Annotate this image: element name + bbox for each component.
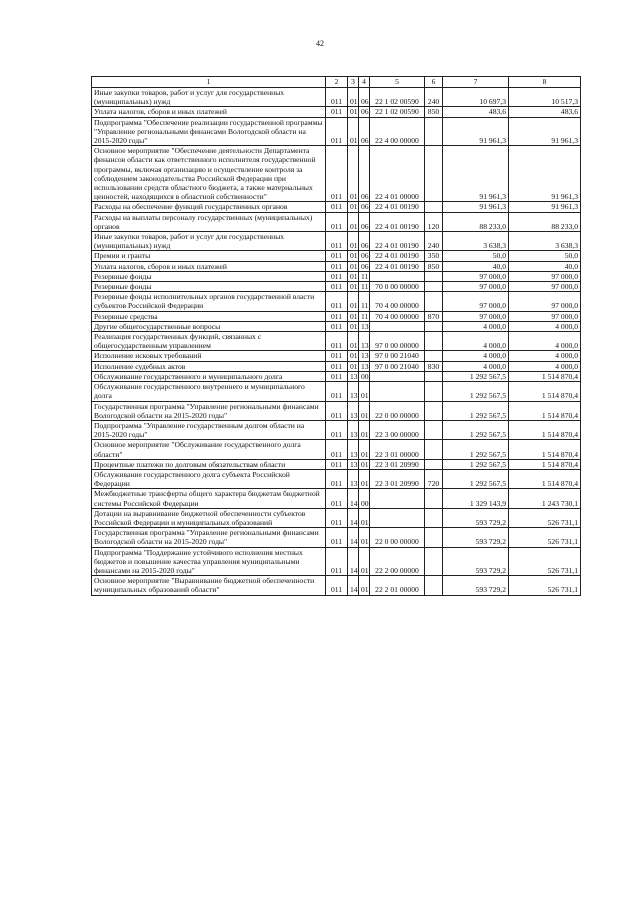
row-expense-type-cell bbox=[425, 202, 443, 212]
row-code-cell: 011 bbox=[326, 547, 348, 576]
row-amount-2016-cell: 97 000,0 bbox=[443, 311, 509, 321]
table-row bbox=[92, 489, 581, 508]
header-cell-8: 8 bbox=[509, 77, 581, 88]
row-name-cell: Процентные платежи по долговым обязательствам области bbox=[92, 459, 326, 469]
row-amount-2016-cell: 4 000,0 bbox=[443, 321, 509, 331]
row-amount-2016-cell: 593 729,2 bbox=[443, 528, 509, 547]
row-amount-2016-cell: 97 000,0 bbox=[443, 282, 509, 292]
row-subsection-cell: 06 bbox=[359, 251, 370, 261]
row-section-cell: 01 bbox=[348, 282, 359, 292]
row-amount-2016-cell: 91 961,3 bbox=[443, 202, 509, 212]
row-amount-2016-cell: 88 233,0 bbox=[443, 212, 509, 231]
row-section-cell: 01 bbox=[348, 261, 359, 271]
row-name-cell: Подпрограмма "Управление государственным долгом области на 2015-2020 годы" bbox=[92, 420, 326, 439]
row-section-cell: 01 bbox=[348, 107, 359, 117]
row-target-article-cell bbox=[370, 321, 425, 331]
row-code-cell: 011 bbox=[326, 528, 348, 547]
row-section-cell: 01 bbox=[348, 271, 359, 281]
table-row bbox=[92, 321, 581, 331]
row-amount-2017-cell: 40,0 bbox=[509, 261, 581, 271]
row-amount-2017-cell: 526 731,1 bbox=[509, 547, 581, 576]
row-code-cell: 011 bbox=[326, 117, 348, 146]
row-code-cell: 011 bbox=[326, 459, 348, 469]
row-amount-2017-cell: 88 233,0 bbox=[509, 212, 581, 231]
row-section-cell: 14 bbox=[348, 508, 359, 527]
row-target-article-cell: 22 4 01 00190 bbox=[370, 202, 425, 212]
row-amount-2016-cell: 4 000,0 bbox=[443, 332, 509, 351]
row-name-cell: Исполнение исковых требований bbox=[92, 351, 326, 361]
row-code-cell: 011 bbox=[326, 261, 348, 271]
table-row bbox=[92, 282, 581, 292]
row-expense-type-cell: 850 bbox=[425, 261, 443, 271]
row-amount-2017-cell: 1 514 870,4 bbox=[509, 401, 581, 420]
row-expense-type-cell bbox=[425, 382, 443, 401]
row-amount-2017-cell: 97 000,0 bbox=[509, 311, 581, 321]
row-name-cell: Уплата налогов, сборов и иных платежей bbox=[92, 107, 326, 117]
row-name-cell: Резервные средства bbox=[92, 311, 326, 321]
row-amount-2017-cell: 526 731,1 bbox=[509, 576, 581, 595]
table-row bbox=[92, 528, 581, 547]
row-name-cell: Обслуживание государственного долга субъекта Российской Федерации bbox=[92, 469, 326, 488]
row-target-article-cell bbox=[370, 508, 425, 527]
row-section-cell: 13 bbox=[348, 469, 359, 488]
row-code-cell: 011 bbox=[326, 88, 348, 107]
row-code-cell: 011 bbox=[326, 351, 348, 361]
row-amount-2017-cell: 97 000,0 bbox=[509, 271, 581, 281]
row-subsection-cell: 01 bbox=[359, 547, 370, 576]
row-name-cell: Иные закупки товаров, работ и услуг для государственных (муниципальных) нужд bbox=[92, 232, 326, 251]
row-code-cell: 011 bbox=[326, 271, 348, 281]
row-expense-type-cell bbox=[425, 332, 443, 351]
row-expense-type-cell bbox=[425, 528, 443, 547]
row-amount-2016-cell: 593 729,2 bbox=[443, 576, 509, 595]
row-amount-2016-cell: 483,6 bbox=[443, 107, 509, 117]
row-target-article-cell: 22 1 02 00590 bbox=[370, 88, 425, 107]
row-name-cell: Государственная программа "Управление региональными финансами Вологодской области на 2015-2020 годы" bbox=[92, 528, 326, 547]
row-name-cell: Резервные фонды bbox=[92, 282, 326, 292]
row-subsection-cell: 01 bbox=[359, 420, 370, 439]
row-expense-type-cell bbox=[425, 459, 443, 469]
row-expense-type-cell bbox=[425, 576, 443, 595]
row-name-cell: Резервные фонды исполнительных органов государственной власти субъектов Российской Федерации bbox=[92, 292, 326, 311]
table-row bbox=[92, 351, 581, 361]
row-section-cell: 01 bbox=[348, 88, 359, 107]
table-row bbox=[92, 382, 581, 401]
table-row bbox=[92, 88, 581, 107]
row-subsection-cell: 01 bbox=[359, 382, 370, 401]
row-subsection-cell: 13 bbox=[359, 332, 370, 351]
row-name-cell: Другие общегосударственные вопросы bbox=[92, 321, 326, 331]
row-target-article-cell bbox=[370, 271, 425, 281]
row-expense-type-cell bbox=[425, 146, 443, 202]
header-cell-7: 7 bbox=[443, 77, 509, 88]
row-section-cell: 01 bbox=[348, 232, 359, 251]
row-expense-type-cell bbox=[425, 489, 443, 508]
row-subsection-cell: 06 bbox=[359, 202, 370, 212]
header-cell-3: 3 bbox=[348, 77, 359, 88]
row-amount-2017-cell: 1 514 870,4 bbox=[509, 469, 581, 488]
row-code-cell: 011 bbox=[326, 469, 348, 488]
row-amount-2017-cell: 4 000,0 bbox=[509, 351, 581, 361]
row-amount-2016-cell: 1 292 567,5 bbox=[443, 440, 509, 459]
row-amount-2016-cell: 97 000,0 bbox=[443, 292, 509, 311]
row-subsection-cell: 06 bbox=[359, 117, 370, 146]
row-target-article-cell bbox=[370, 489, 425, 508]
row-name-cell: Исполнение судебных актов bbox=[92, 361, 326, 371]
table-row bbox=[92, 251, 581, 261]
row-target-article-cell: 22 0 00 00000 bbox=[370, 401, 425, 420]
row-section-cell: 01 bbox=[348, 311, 359, 321]
row-amount-2017-cell: 50,0 bbox=[509, 251, 581, 261]
row-target-article-cell: 22 4 01 00190 bbox=[370, 212, 425, 231]
row-expense-type-cell bbox=[425, 351, 443, 361]
row-section-cell: 01 bbox=[348, 361, 359, 371]
row-amount-2017-cell: 97 000,0 bbox=[509, 282, 581, 292]
table-row bbox=[92, 117, 581, 146]
row-code-cell: 011 bbox=[326, 508, 348, 527]
row-section-cell: 13 bbox=[348, 401, 359, 420]
budget-table bbox=[91, 76, 581, 596]
table-header-row bbox=[92, 77, 581, 88]
row-target-article-cell: 22 1 02 00590 bbox=[370, 107, 425, 117]
row-amount-2017-cell: 1 514 870,4 bbox=[509, 459, 581, 469]
row-section-cell: 01 bbox=[348, 202, 359, 212]
row-code-cell: 011 bbox=[326, 401, 348, 420]
table-row bbox=[92, 547, 581, 576]
row-target-article-cell: 22 2 01 00000 bbox=[370, 576, 425, 595]
row-subsection-cell: 13 bbox=[359, 351, 370, 361]
table-row bbox=[92, 311, 581, 321]
row-name-cell: Обслуживание государственного внутреннего и муниципального долга bbox=[92, 382, 326, 401]
table-row bbox=[92, 107, 581, 117]
row-name-cell: Подпрограмма "Обеспечение реализации государственной программы "Управление региональными финансами Вологодской области на 2015-2020 годы" bbox=[92, 117, 326, 146]
row-name-cell: Премии и гранты bbox=[92, 251, 326, 261]
header-cell-6: 6 bbox=[425, 77, 443, 88]
table-row bbox=[92, 232, 581, 251]
row-expense-type-cell bbox=[425, 282, 443, 292]
row-subsection-cell: 11 bbox=[359, 292, 370, 311]
row-target-article-cell: 22 4 01 00190 bbox=[370, 251, 425, 261]
row-section-cell: 01 bbox=[348, 321, 359, 331]
row-amount-2016-cell: 1 292 567,5 bbox=[443, 459, 509, 469]
row-target-article-cell: 22 3 01 20990 bbox=[370, 469, 425, 488]
row-amount-2016-cell: 1 292 567,5 bbox=[443, 401, 509, 420]
table-row bbox=[92, 508, 581, 527]
row-target-article-cell: 22 3 00 00000 bbox=[370, 420, 425, 439]
row-target-article-cell: 22 4 00 00000 bbox=[370, 117, 425, 146]
row-code-cell: 011 bbox=[326, 371, 348, 381]
row-amount-2016-cell: 10 697,3 bbox=[443, 88, 509, 107]
row-expense-type-cell: 870 bbox=[425, 311, 443, 321]
row-subsection-cell: 01 bbox=[359, 576, 370, 595]
row-section-cell: 01 bbox=[348, 251, 359, 261]
table-row bbox=[92, 212, 581, 231]
table-row bbox=[92, 361, 581, 371]
row-subsection-cell: 06 bbox=[359, 261, 370, 271]
row-target-article-cell: 97 0 00 21040 bbox=[370, 361, 425, 371]
row-name-cell: Государственная программа "Управление региональными финансами Вологодской области на 2015-2020 годы" bbox=[92, 401, 326, 420]
row-expense-type-cell bbox=[425, 292, 443, 311]
row-code-cell: 011 bbox=[326, 440, 348, 459]
table-row bbox=[92, 576, 581, 595]
row-section-cell: 01 bbox=[348, 117, 359, 146]
row-section-cell: 14 bbox=[348, 528, 359, 547]
row-subsection-cell: 01 bbox=[359, 508, 370, 527]
row-amount-2017-cell: 526 731,1 bbox=[509, 508, 581, 527]
row-code-cell: 011 bbox=[326, 332, 348, 351]
table-row bbox=[92, 401, 581, 420]
row-target-article-cell: 70 4 00 00000 bbox=[370, 311, 425, 321]
row-subsection-cell: 06 bbox=[359, 232, 370, 251]
row-target-article-cell bbox=[370, 371, 425, 381]
row-subsection-cell: 11 bbox=[359, 282, 370, 292]
row-expense-type-cell bbox=[425, 401, 443, 420]
row-target-article-cell: 22 4 01 00000 bbox=[370, 146, 425, 202]
table-row bbox=[92, 440, 581, 459]
row-section-cell: 01 bbox=[348, 212, 359, 231]
row-code-cell: 011 bbox=[326, 361, 348, 371]
row-target-article-cell: 22 0 00 00000 bbox=[370, 528, 425, 547]
row-code-cell: 011 bbox=[326, 202, 348, 212]
row-expense-type-cell bbox=[425, 440, 443, 459]
row-subsection-cell: 01 bbox=[359, 459, 370, 469]
row-amount-2016-cell: 1 329 143,9 bbox=[443, 489, 509, 508]
row-name-cell: Обслуживание государственного и муниципального долга bbox=[92, 371, 326, 381]
table-row bbox=[92, 271, 581, 281]
row-amount-2017-cell: 1 514 870,4 bbox=[509, 382, 581, 401]
row-amount-2017-cell: 483,6 bbox=[509, 107, 581, 117]
table-row bbox=[92, 332, 581, 351]
row-code-cell: 011 bbox=[326, 311, 348, 321]
row-subsection-cell: 01 bbox=[359, 528, 370, 547]
row-amount-2016-cell: 1 292 567,5 bbox=[443, 420, 509, 439]
row-amount-2017-cell: 91 961,3 bbox=[509, 146, 581, 202]
row-section-cell: 13 bbox=[348, 440, 359, 459]
row-name-cell: Основное мероприятие "Обеспечение деятельности Департамента финансов области как ответственного исполнителя государственной программы, включая организацию и осуществление контроля за соблюдением законодательства Российской Федерации при использовании средств областного бюджета, а также материальных ценностей, находящихся в областной собственности" bbox=[92, 146, 326, 202]
page-number: 42 bbox=[316, 39, 324, 48]
row-name-cell: Реализация государственных функций, связанных с общегосударственным управлением bbox=[92, 332, 326, 351]
row-subsection-cell: 11 bbox=[359, 271, 370, 281]
row-target-article-cell: 97 0 00 21040 bbox=[370, 351, 425, 361]
row-expense-type-cell bbox=[425, 547, 443, 576]
row-name-cell: Расходы на выплаты персоналу государственных (муниципальных) органов bbox=[92, 212, 326, 231]
row-target-article-cell: 70 4 00 00000 bbox=[370, 292, 425, 311]
row-target-article-cell: 22 4 01 00190 bbox=[370, 261, 425, 271]
table-row bbox=[92, 202, 581, 212]
row-target-article-cell bbox=[370, 382, 425, 401]
row-amount-2016-cell: 4 000,0 bbox=[443, 351, 509, 361]
row-section-cell: 01 bbox=[348, 292, 359, 311]
row-code-cell: 011 bbox=[326, 292, 348, 311]
row-subsection-cell: 06 bbox=[359, 88, 370, 107]
row-expense-type-cell: 240 bbox=[425, 88, 443, 107]
row-name-cell: Дотации на выравнивание бюджетной обеспеченности субъектов Российской Федерации и муниципальных образований bbox=[92, 508, 326, 527]
row-target-article-cell: 22 4 01 00190 bbox=[370, 232, 425, 251]
header-cell-5: 5 bbox=[370, 77, 425, 88]
row-name-cell: Межбюджетные трансферты общего характера бюджетам бюджетной системы Российской Федерации bbox=[92, 489, 326, 508]
row-amount-2017-cell: 526 731,1 bbox=[509, 528, 581, 547]
row-section-cell: 14 bbox=[348, 547, 359, 576]
row-subsection-cell: 00 bbox=[359, 489, 370, 508]
row-amount-2017-cell: 1 514 870,4 bbox=[509, 371, 581, 381]
row-code-cell: 011 bbox=[326, 282, 348, 292]
row-amount-2017-cell: 4 000,0 bbox=[509, 361, 581, 371]
row-code-cell: 011 bbox=[326, 489, 348, 508]
row-amount-2016-cell: 91 961,3 bbox=[443, 117, 509, 146]
table-row bbox=[92, 292, 581, 311]
row-name-cell: Основное мероприятие "Обслуживание государственного долга области" bbox=[92, 440, 326, 459]
row-amount-2017-cell: 1 514 870,4 bbox=[509, 420, 581, 439]
row-subsection-cell: 06 bbox=[359, 146, 370, 202]
row-amount-2017-cell: 1 243 730,1 bbox=[509, 489, 581, 508]
row-subsection-cell: 00 bbox=[359, 371, 370, 381]
row-amount-2017-cell: 91 961,3 bbox=[509, 117, 581, 146]
row-code-cell: 011 bbox=[326, 107, 348, 117]
row-target-article-cell: 22 2 00 00000 bbox=[370, 547, 425, 576]
row-code-cell: 011 bbox=[326, 146, 348, 202]
row-name-cell: Резервные фонды bbox=[92, 271, 326, 281]
row-subsection-cell: 01 bbox=[359, 469, 370, 488]
row-subsection-cell: 13 bbox=[359, 361, 370, 371]
row-code-cell: 011 bbox=[326, 251, 348, 261]
row-subsection-cell: 01 bbox=[359, 401, 370, 420]
row-expense-type-cell bbox=[425, 371, 443, 381]
row-section-cell: 01 bbox=[348, 332, 359, 351]
row-name-cell: Уплата налогов, сборов и иных платежей bbox=[92, 261, 326, 271]
table-row bbox=[92, 420, 581, 439]
table-row bbox=[92, 459, 581, 469]
row-name-cell: Иные закупки товаров, работ и услуг для государственных (муниципальных) нужд bbox=[92, 88, 326, 107]
row-target-article-cell: 22 3 01 00000 bbox=[370, 440, 425, 459]
header-cell-1: 1 bbox=[92, 77, 326, 88]
row-section-cell: 13 bbox=[348, 382, 359, 401]
row-expense-type-cell bbox=[425, 321, 443, 331]
row-amount-2016-cell: 1 292 567,5 bbox=[443, 382, 509, 401]
row-name-cell: Расходы на обеспечение функций государственных органов bbox=[92, 202, 326, 212]
row-amount-2016-cell: 97 000,0 bbox=[443, 271, 509, 281]
row-expense-type-cell: 240 bbox=[425, 232, 443, 251]
row-expense-type-cell bbox=[425, 271, 443, 281]
row-target-article-cell: 22 3 01 20990 bbox=[370, 459, 425, 469]
row-amount-2017-cell: 91 961,3 bbox=[509, 202, 581, 212]
row-expense-type-cell bbox=[425, 420, 443, 439]
row-amount-2016-cell: 593 729,2 bbox=[443, 508, 509, 527]
row-expense-type-cell: 830 bbox=[425, 361, 443, 371]
row-amount-2016-cell: 91 961,3 bbox=[443, 146, 509, 202]
row-expense-type-cell bbox=[425, 117, 443, 146]
row-expense-type-cell: 850 bbox=[425, 107, 443, 117]
table-row bbox=[92, 146, 581, 202]
row-code-cell: 011 bbox=[326, 382, 348, 401]
row-amount-2016-cell: 50,0 bbox=[443, 251, 509, 261]
row-target-article-cell: 97 0 00 00000 bbox=[370, 332, 425, 351]
row-code-cell: 011 bbox=[326, 576, 348, 595]
row-amount-2017-cell: 1 514 870,4 bbox=[509, 440, 581, 459]
row-amount-2016-cell: 3 638,3 bbox=[443, 232, 509, 251]
row-subsection-cell: 06 bbox=[359, 212, 370, 231]
row-code-cell: 011 bbox=[326, 321, 348, 331]
row-amount-2017-cell: 3 638,3 bbox=[509, 232, 581, 251]
row-subsection-cell: 06 bbox=[359, 107, 370, 117]
row-amount-2016-cell: 1 292 567,5 bbox=[443, 371, 509, 381]
row-name-cell: Подпрограмма "Поддержание устойчивого исполнения местных бюджетов и повышение качества управления муниципальными финансами на 2015-2020 годы" bbox=[92, 547, 326, 576]
row-section-cell: 13 bbox=[348, 371, 359, 381]
row-expense-type-cell: 120 bbox=[425, 212, 443, 231]
row-amount-2016-cell: 593 729,2 bbox=[443, 547, 509, 576]
table-row bbox=[92, 469, 581, 488]
row-expense-type-cell: 350 bbox=[425, 251, 443, 261]
row-section-cell: 14 bbox=[348, 576, 359, 595]
row-expense-type-cell: 720 bbox=[425, 469, 443, 488]
table-row bbox=[92, 261, 581, 271]
row-amount-2016-cell: 1 292 567,5 bbox=[443, 469, 509, 488]
row-amount-2017-cell: 4 000,0 bbox=[509, 321, 581, 331]
row-section-cell: 13 bbox=[348, 459, 359, 469]
row-section-cell: 01 bbox=[348, 351, 359, 361]
row-amount-2017-cell: 4 000,0 bbox=[509, 332, 581, 351]
row-amount-2016-cell: 40,0 bbox=[443, 261, 509, 271]
row-code-cell: 011 bbox=[326, 420, 348, 439]
row-section-cell: 14 bbox=[348, 489, 359, 508]
row-subsection-cell: 01 bbox=[359, 440, 370, 459]
row-expense-type-cell bbox=[425, 508, 443, 527]
header-cell-2: 2 bbox=[326, 77, 348, 88]
table-row bbox=[92, 371, 581, 381]
header-cell-4: 4 bbox=[359, 77, 370, 88]
row-amount-2017-cell: 10 517,3 bbox=[509, 88, 581, 107]
row-name-cell: Основное мероприятие "Выравнивание бюджетной обеспеченности муниципальных образований области" bbox=[92, 576, 326, 595]
row-amount-2017-cell: 97 000,0 bbox=[509, 292, 581, 311]
row-amount-2016-cell: 4 000,0 bbox=[443, 361, 509, 371]
row-target-article-cell: 70 0 00 00000 bbox=[370, 282, 425, 292]
row-subsection-cell: 11 bbox=[359, 311, 370, 321]
row-code-cell: 011 bbox=[326, 212, 348, 231]
row-section-cell: 13 bbox=[348, 420, 359, 439]
row-section-cell: 01 bbox=[348, 146, 359, 202]
row-subsection-cell: 13 bbox=[359, 321, 370, 331]
row-code-cell: 011 bbox=[326, 232, 348, 251]
